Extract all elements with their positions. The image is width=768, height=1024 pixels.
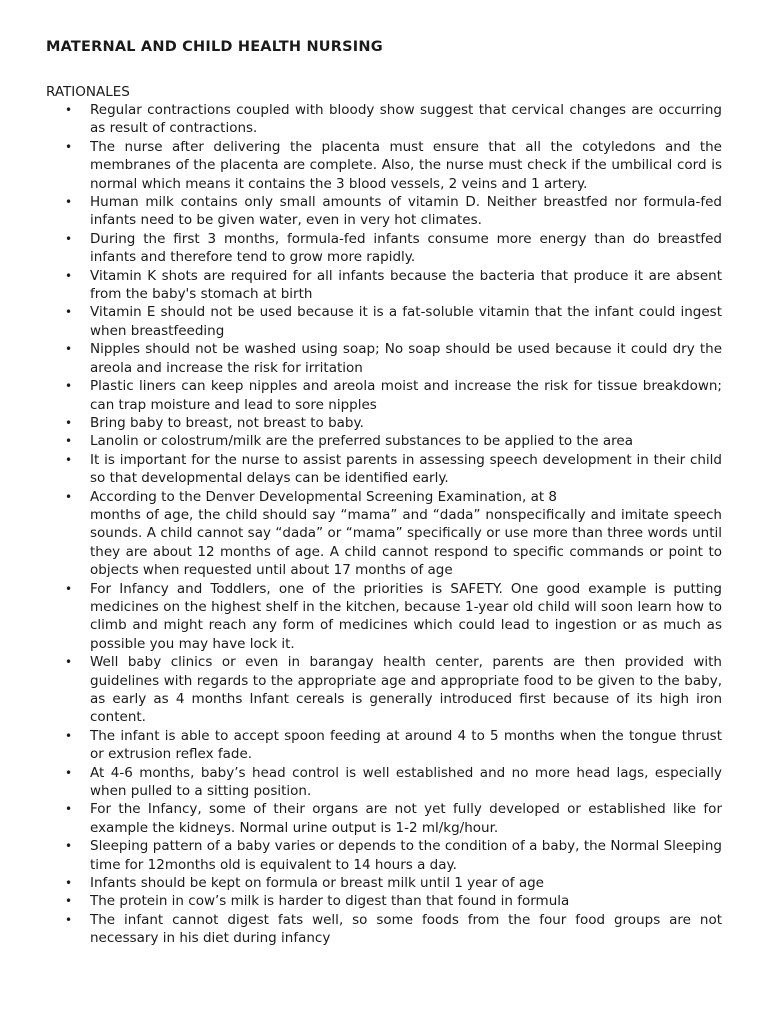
list-item [46, 101, 722, 138]
bullet-icon: • [65, 894, 73, 909]
bullet-icon: • [65, 655, 73, 670]
bullet-icon: • [65, 268, 73, 283]
bullet-icon: • [65, 103, 73, 117]
list-item [46, 451, 722, 488]
bullet-icon: • [65, 415, 73, 430]
list-item [46, 303, 722, 340]
bullet-icon: • [65, 876, 73, 891]
list-item-text: Vitamin E should not be used because it is a fat-soluble vitamin that the infant could ingest when breastfeeding [90, 304, 722, 339]
list-item [46, 193, 722, 230]
list-item [46, 892, 722, 910]
list-item [46, 488, 722, 580]
bullet-icon: • [65, 139, 73, 154]
list-item-text: Human milk contains only small amounts of vitamin D. Neither breastfed nor formula-fed infants need to be given water, even in very hot climates. [90, 194, 722, 229]
list-item [46, 414, 722, 432]
list-item [46, 764, 722, 801]
list-item-text: Sleeping pattern of a baby varies or depends to the condition of a baby, the Normal Sleeping time for 12months old is equivalent to 14 hours a day. [90, 838, 722, 873]
list-item [46, 874, 722, 892]
list-item-text: Plastic liners can keep nipples and areola moist and increase the risk for tissue breakdown; can trap moisture and lead to sore nipples [90, 378, 722, 413]
list-item [46, 340, 722, 377]
list-item [46, 267, 722, 304]
list-item [46, 377, 722, 414]
bullet-icon: • [65, 342, 73, 357]
list-item-text: The infant is able to accept spoon feeding at around 4 to 5 months when the tongue thrust or extrusion reflex fade. [90, 727, 722, 763]
bullet-icon: • [65, 195, 73, 210]
list-item [46, 230, 722, 267]
list-item-text: For Infancy and Toddlers, one of the priorities is SAFETY. One good example is putting medicines on the highest shelf in the kitchen, because 1-year old child will soon learn how to climb and might reach any form of medicines which could lead to ingestion or as much as possible you may have lock it. [90, 580, 722, 652]
bullet-icon: • [65, 839, 73, 854]
list-item-text: According to the Denver Developmental Screening Examination, at 8 months of age, the child should say “mama” and “dada” nonspecifically and imitate speech sounds. A child cannot say “dada” or “mama” specifically or use more than three words until they are about 12 months of age. A child cannot respond to specific commands or point to objects when requested until about 17 months of age [90, 488, 722, 579]
list-item-text: The infant cannot digest fats well, so some foods from the four food groups are not necessary in his diet during infancy [90, 911, 722, 947]
list-item [46, 138, 722, 193]
section-heading: RATIONALES [46, 84, 130, 100]
list-item-text: Bring baby to breast, not breast to baby. [90, 414, 364, 431]
list-item-text: Nipples should not be washed using soap; No soap should be used because it could dry the areola and increase the risk for irritation [90, 341, 722, 376]
list-item-text: Vitamin K shots are required for all infants because the bacteria that produce it are absent from the baby's stomach at birth [90, 267, 722, 303]
list-item-text: During the first 3 months, formula-fed infants consume more energy than do breastfed infants and therefore tend to grow more rapidly. [90, 230, 722, 266]
rationale-list [46, 101, 722, 948]
bullet-icon: • [65, 728, 73, 743]
list-item [46, 911, 722, 948]
list-item [46, 800, 722, 837]
bullet-icon: • [65, 305, 73, 320]
bullet-icon: • [65, 379, 73, 394]
bullet-icon: • [65, 231, 73, 246]
list-item-text: Regular contractions coupled with bloody show suggest that cervical changes are occurring as result of contractions. [90, 102, 722, 137]
list-item [46, 432, 722, 450]
list-item-text: For the Infancy, some of their organs are not yet fully developed or established like for example the kidneys. Normal urine output is 1-2 ml/kg/hour. [90, 801, 722, 836]
bullet-icon: • [65, 489, 73, 504]
list-item-text: The nurse after delivering the placenta must ensure that all the cotyledons and the membranes of the placenta are complete. Also, the nurse must check if the umbilical cord is normal which means it contains the 3 blood vessels, 2 veins and 1 artery. [90, 138, 722, 192]
list-item-text: It is important for the nurse to assist parents in assessing speech development in their child so that developmental delays can be identified early. [90, 451, 722, 487]
bullet-icon: • [65, 802, 73, 817]
bullet-icon: • [65, 434, 73, 449]
bullet-icon: • [65, 912, 73, 927]
list-item-text: At 4-6 months, baby’s head control is well established and no more head lags, especially when pulled to a sitting position. [90, 764, 722, 800]
list-item-text: Well baby clinics or even in barangay health center, parents are then provided with guidelines with regards to the appropriate age and appropriate food to be given to the baby, as early as 4 months Infant cereals is generally introduced first because of its high iron content. [90, 654, 722, 726]
bullet-icon: • [65, 765, 73, 780]
bullet-icon: • [65, 581, 73, 596]
list-item [46, 653, 722, 727]
list-item [46, 837, 722, 874]
list-item [46, 727, 722, 764]
list-item-text: Infants should be kept on formula or breast milk until 1 year of age [90, 875, 544, 892]
document-title: MATERNAL AND CHILD HEALTH NURSING [46, 39, 383, 55]
list-item-text: Lanolin or colostrum/milk are the preferred substances to be applied to the area [90, 433, 633, 450]
list-item-text: The protein in cow’s milk is harder to digest than that found in formula [90, 893, 570, 910]
bullet-icon: • [65, 452, 73, 467]
list-item [46, 580, 722, 654]
